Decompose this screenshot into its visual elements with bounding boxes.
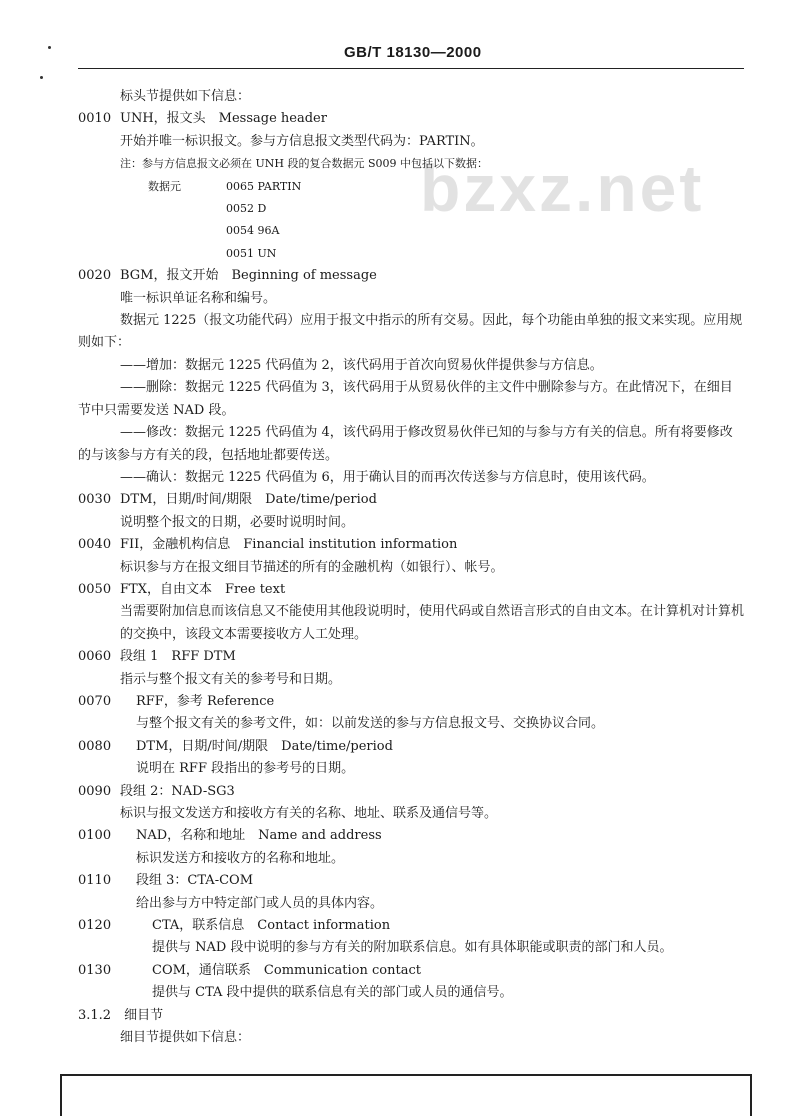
segment-0080 [78, 736, 744, 758]
section-intro: 细目节提供如下信息： [120, 1030, 251, 1046]
table-frame-top [60, 1074, 752, 1116]
segment-code: 0040 [78, 537, 112, 553]
rule-item: ——增加：数据元 1225 代码值为 2，该代码用于首次向贸易伙伴提供参与方信息。 [120, 357, 603, 373]
segment-code: 0100 [78, 828, 112, 844]
segment-code: 0080 [78, 738, 112, 754]
segment-code: 0120 [78, 918, 112, 934]
rule-item: ——确认：数据元 1225 代码值为 6，用于确认目的而再次传送参与方信息时，使用该代码。 [120, 469, 655, 485]
note-data-row [78, 176, 744, 198]
segment-title: DTM，日期/时间/期限 Date/time/period [136, 738, 393, 754]
segment-code: 0090 [78, 783, 112, 799]
segment-code: 0060 [78, 649, 112, 665]
rule-item: ——修改：数据元 1225 代码值为 4，该代码用于修改贸易伙伴已知的与参与方有关的信息。所有将要修改的与该参与方有关的段，包括地址都要传送。 [78, 425, 733, 463]
segment-title: DTM，日期/时间/期限 Date/time/period [120, 492, 377, 508]
segment-code: 0010 [78, 111, 112, 127]
segment-title: UNH，报文头 Message header [120, 111, 327, 127]
segment-title: 段组 1 RFF DTM [120, 649, 236, 665]
segment-0090 [78, 781, 744, 803]
segment-title: COM，通信联系 Communication contact [152, 962, 421, 978]
segment-code: 0110 [78, 873, 112, 889]
segment-title: FTX，自由文本 Free text [120, 581, 286, 597]
segment-code: 0050 [78, 581, 112, 597]
document-body [78, 86, 744, 1049]
scan-speck [40, 76, 43, 79]
segment-0020 [78, 265, 744, 287]
note-data-row: 0051 UN [226, 246, 277, 260]
watermark: bzxz.net [420, 151, 705, 225]
note-value: 0065 PARTIN [226, 179, 302, 193]
segment-0100 [78, 825, 744, 847]
header-rule [78, 68, 744, 69]
standard-number-header: GB/T 18130—2000 [344, 44, 482, 61]
segment-title: 段组 3：CTA-COM [136, 873, 254, 889]
section-intro: 标头节提供如下信息： [120, 89, 251, 104]
segment-code: 0070 [78, 693, 112, 709]
segment-description: 说明在 RFF 段指出的参考号的日期。 [136, 761, 355, 777]
note-data-row: 0052 D [226, 202, 267, 216]
segment-title: 段组 2：NAD-SG3 [120, 783, 235, 799]
segment-0010 [78, 108, 744, 130]
segment-description: 当需要附加信息而该信息又不能使用其他段说明时，使用代码或自然语言形式的自由文本。在计算机对计算机的交换中，该段文本需要接收方人工处理。 [120, 604, 745, 642]
scan-speck [48, 46, 51, 49]
segment-description: 标识参与方在报文细目节描述的所有的金融机构（如银行）、帐号。 [120, 559, 504, 575]
segment-0110 [78, 870, 744, 892]
segment-0070 [78, 691, 744, 713]
segment-description: 指示与整个报文有关的参考号和日期。 [120, 671, 342, 687]
segment-title: NAD，名称和地址 Name and address [136, 828, 382, 844]
segment-code: 0130 [78, 962, 112, 978]
segment-description: 提供与 NAD 段中说明的参与方有关的附加联系信息。如有具体职能或职责的部门和人员。 [152, 940, 673, 956]
segment-description: 与整个报文有关的参考文件，如：以前发送的参与方信息报文号、交换协议合同。 [136, 716, 605, 732]
segment-title: FII，金融机构信息 Financial institution information [120, 537, 458, 553]
segment-note: 注：参与方信息报文必须在 UNH 段的复合数据元 S009 中包括以下数据： [120, 157, 489, 171]
segment-description: 给出参与方中特定部门或人员的具体内容。 [136, 895, 384, 911]
segment-0120 [78, 915, 744, 937]
segment-description: 标识与报文发送方和接收方有关的名称、地址、联系及通信号等。 [120, 806, 498, 821]
segment-0060 [78, 646, 744, 668]
segment-0040 [78, 534, 744, 556]
segment-title: CTA，联系信息 Contact information [152, 918, 391, 934]
subsection-heading: 3.1.2 细目节 [78, 1007, 164, 1023]
segment-description: 说明整个报文的日期，必要时说明时间。 [120, 514, 355, 530]
segment-description: 标识发送方和接收方的名称和地址。 [136, 850, 345, 866]
segment-description: 提供与 CTA 段中提供的联系信息有关的部门或人员的通信号。 [152, 985, 513, 1001]
segment-0030 [78, 489, 744, 511]
segment-0050 [78, 579, 744, 601]
note-label: 数据元 [148, 179, 181, 193]
note-data-row: 0054 96A [226, 224, 280, 238]
rule-item: ——删除：数据元 1225 代码值为 3，该代码用于从贸易伙伴的主文件中删除参与方。在此情况下，在细目节中只需要发送 NAD 段。 [78, 380, 733, 418]
segment-code: 0030 [78, 492, 112, 508]
segment-description: 开始并唯一标识报文。参与方信息报文类型代码为：PARTIN。 [120, 133, 484, 149]
segment-title: BGM，报文开始 Beginning of message [120, 268, 377, 284]
segment-0130 [78, 960, 744, 982]
paragraph: 数据元 1225（报文功能代码）应用于报文中指示的所有交易。因此，每个功能由单独的报文来实现。应用规则如下： [78, 313, 743, 351]
segment-description: 唯一标识单证名称和编号。 [120, 290, 277, 306]
segment-title: RFF，参考 Reference [136, 693, 275, 709]
segment-code: 0020 [78, 268, 112, 284]
